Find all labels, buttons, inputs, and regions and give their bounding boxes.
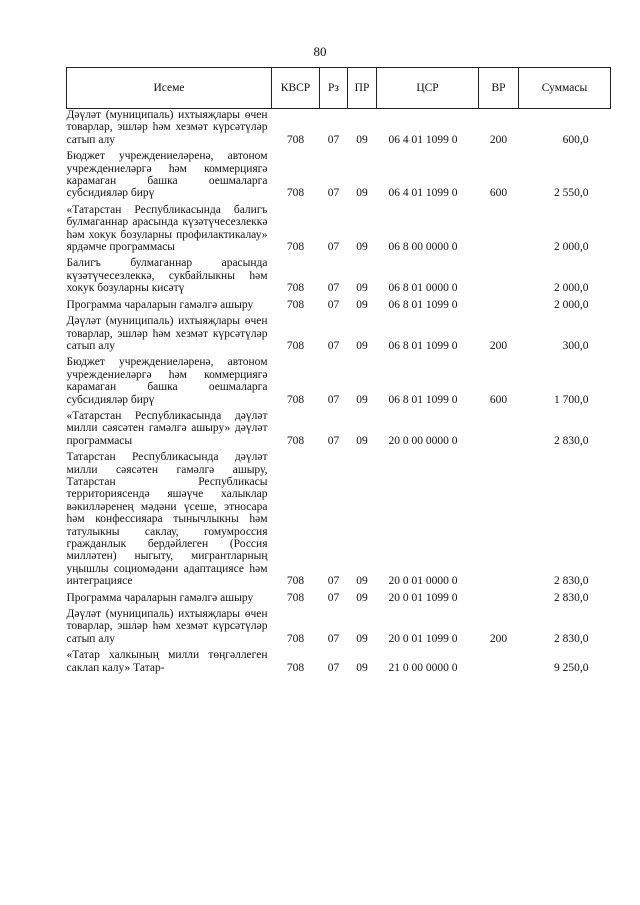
cell-kvsr: 708 [286,187,305,200]
cell-pr: 09 [356,133,368,146]
cell-rz: 07 [327,282,340,295]
cell-name: Дәүләт (муниципаль) ихтыяҗлары өчен товарлар, эшләр һәм хезмәт күрсәтүләр сатып алу [66,608,268,645]
cell-sum: 2 000,0 [554,282,589,295]
cell-sum: 2 550,0 [554,187,589,200]
cell-csr: 06 8 01 1099 0 [388,339,458,352]
table-row [67,356,611,410]
table-row [67,204,611,258]
cell-pr: 09 [356,187,368,200]
cell-sum: 2 000,0 [554,298,589,311]
cell-kvsr: 708 [286,632,305,645]
cell-rz: 07 [327,591,340,604]
cell-rz: 07 [327,339,340,352]
cell-rz: 07 [327,434,340,447]
cell-csr: 06 8 01 1099 0 [388,393,458,406]
cell-sum: 2 000,0 [554,241,589,254]
cell-vr [479,592,519,608]
cell-csr: 20 0 00 0000 0 [388,434,458,447]
cell-kvsr: 708 [286,133,305,146]
cell-vr [479,204,519,258]
cell-name: Программа чараларын гамәлгә ашыру [66,591,254,604]
cell-pr: 09 [356,632,368,645]
cell-pr: 09 [356,298,368,311]
cell-csr: 06 8 01 1099 0 [388,298,458,311]
budget-table [66,67,611,678]
cell-name: «Татарстан Республикасында дәүләт милли сәясәтен гамәлгә ашыру» дәүләт программасы [66,409,268,447]
cell-csr: 21 0 00 0000 0 [388,661,458,674]
cell-vr: 200 [489,339,508,352]
cell-csr: 06 8 00 0000 0 [388,241,458,254]
cell-vr [479,649,519,678]
cell-name: Дәүләт (муниципаль) ихтыяҗлары өчен товарлар, эшләр һәм хезмәт күрсәтүләр сатып алу [66,109,268,146]
cell-csr: 20 0 01 1099 0 [388,591,458,604]
cell-pr: 09 [356,241,368,254]
cell-vr: 200 [489,632,508,645]
cell-pr: 09 [356,575,368,588]
cell-kvsr: 708 [286,298,305,311]
cell-name: «Татарстан Республикасында балигъ булмаганнар арасында күзәтүчесезлеккә һәм хокук бозуларны профилактикалау» ярдәмче программасы [66,203,268,254]
cell-sum: 2 830,0 [554,434,589,447]
cell-name: Балигъ булмаганнар арасында күзәтүчесезлеккә, сукбайлыкны һәм хокук бозуларны кисәтү [66,257,268,295]
cell-kvsr: 708 [286,282,305,295]
cell-pr: 09 [356,661,368,674]
header-sum: Суммасы [519,68,611,109]
cell-kvsr: 708 [286,393,305,406]
table-header-row [67,68,611,109]
header-name: Исеме [67,68,272,109]
table-row [67,257,611,298]
cell-pr: 09 [356,339,368,352]
cell-kvsr: 708 [286,241,305,254]
cell-rz: 07 [327,241,340,254]
cell-name: Бюджет учреждениеләренә, автоном учреждениеләргә һәм коммерциягә карамаган башка оешмаларга субсидияләр бирү [66,356,268,406]
cell-rz: 07 [327,393,340,406]
cell-rz: 07 [327,298,340,311]
cell-csr: 20 0 01 1099 0 [388,632,458,645]
page-number: 80 [313,44,327,59]
table-row [67,451,611,591]
cell-sum: 1 700,0 [554,393,589,406]
cell-rz: 07 [327,575,340,588]
cell-kvsr: 708 [286,591,305,604]
cell-pr: 09 [356,591,368,604]
cell-sum: 9 250,0 [554,661,589,674]
cell-vr [479,410,519,451]
table-row [67,649,611,678]
header-rz: Рз [320,68,348,109]
cell-pr: 09 [356,434,368,447]
cell-name: Дәүләт (муниципаль) ихтыяҗлары өчен товарлар, эшләр һәм хезмәт күрсәтүләр сатып алу [66,315,268,352]
cell-vr: 600 [489,187,508,200]
cell-vr: 600 [489,393,508,406]
cell-kvsr: 708 [286,575,305,588]
cell-csr: 20 0 01 0000 0 [388,575,458,588]
cell-name: Татарстан Республикасында дәүләт милли сәясәтен гамәлгә ашыру, Татарстан Республикасы территориясендә яшәүче халыклар вәкилләренең мәдәни үсеше, этносара һәм конфессияара тынычлыкны һәм татулыкны саклау, гомумроссия гражданлык бердәйлеген (Россия милләтен) ныгыту, мигрантларның уңышлы социомәдәни адаптациясе һәм интеграциясе [66,451,268,588]
table-row [67,315,611,356]
header-csr: ЦСР [377,68,479,109]
cell-sum: 2 830,0 [554,575,589,588]
header-pr: ПР [348,68,377,109]
header-kvsr: КВСР [272,68,320,109]
table-row [67,608,611,649]
cell-kvsr: 708 [286,339,305,352]
cell-rz: 07 [327,632,340,645]
cell-kvsr: 708 [286,661,305,674]
table-row [67,410,611,451]
cell-sum: 600,0 [562,133,589,146]
cell-sum: 2 830,0 [554,632,589,645]
cell-kvsr: 708 [286,434,305,447]
table-row [67,150,611,204]
cell-vr: 200 [489,133,508,146]
cell-name: «Татар халкының милли төңгәллеген саклап калу» Татар- [66,649,268,674]
cell-rz: 07 [327,133,340,146]
cell-vr [479,257,519,298]
table-row [67,299,611,315]
cell-pr: 09 [356,282,368,295]
cell-rz: 07 [327,187,340,200]
cell-rz: 07 [327,661,340,674]
cell-csr: 06 8 01 0000 0 [388,282,458,295]
cell-sum: 300,0 [562,339,589,352]
cell-name: Бюджет учреждениеләренә, автоном учреждениеләргә һәм коммерциягә карамаган башка оешмаларга субсидияләр бирү [66,150,268,200]
table-row [67,109,611,151]
cell-pr: 09 [356,393,368,406]
cell-vr [479,299,519,315]
cell-name: Программа чараларын гамәлгә ашыру [66,298,254,311]
header-vr: ВР [479,68,519,109]
cell-csr: 06 4 01 1099 0 [388,187,458,200]
cell-vr [479,451,519,591]
cell-csr: 06 4 01 1099 0 [388,133,458,146]
table-row [67,592,611,608]
cell-sum: 2 830,0 [554,591,589,604]
